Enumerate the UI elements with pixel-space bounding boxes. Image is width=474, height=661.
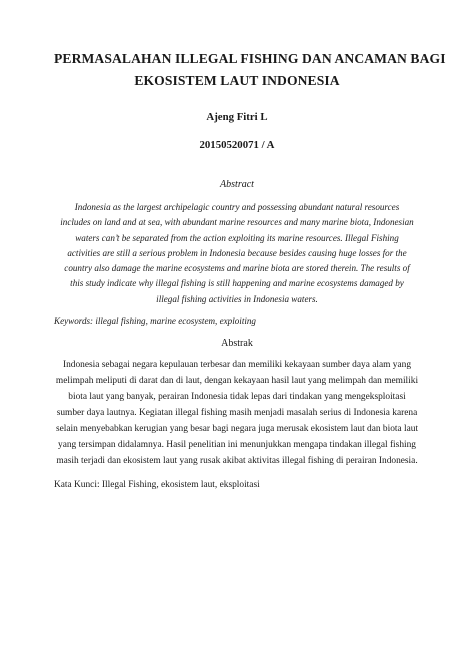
abstract-indonesian [54,357,420,469]
keywords-english: Keywords: illegal fishing, marine ecosystem, exploiting [54,316,256,327]
abstrak-line: masih terjadi dan ekosistem laut yang rusak akibat aktivitas illegal fishing di perairan Indonesia. [56,456,418,467]
paper-title-line-1: PERMASALAHAN ILLEGAL FISHING DAN ANCAMAN BAGI [54,51,446,66]
abstract-line: activities are still a serious problem in Indonesia because besides causing huge losses for the [67,247,407,258]
author-name: Ajeng Fitri L [206,111,268,123]
abstrak-line: sumber daya lautnya. Kegiatan illegal fishing masih menjadi masalah serius di Indonesia karena [56,408,418,419]
abstrak-line: Indonesia sebagai negara kepulauan terbesar dan memiliki kekayaan sumber daya alam yang [62,360,412,371]
abstract-line: this study indicate why illegal fishing is still happening and marine ecosystems damaged by [70,278,404,289]
abstrak-line: biota laut yang banyak, perairan Indonesia tidak lepas dari tindakan yang mengeksploitasi [68,392,406,403]
abstract-line: Indonesia as the largest archipelagic country and possessing abundant natural resources [74,202,400,212]
abstrak-heading: Abstrak [221,338,253,350]
student-id: 20150520071 / A [199,139,275,151]
abstrak-line: selain menyebabkan kerugian yang besar bagi negara juga merusak ekosistem laut dan biota laut [55,424,419,435]
paper-title [54,48,446,92]
paper-title-line-2: EKOSISTEM LAUT INDONESIA [134,73,340,88]
abstrak-line: yang tersimpan didalamnya. Hasil penelitian ini menunjukkan mengapa tindakan illegal fishing [58,440,416,451]
abstract-line: illegal fishing activities in Indonesia waters. [156,293,318,304]
paper-page [0,48,474,661]
keywords-indonesian: Kata Kunci: Illegal Fishing, ekosistem laut, eksploitasi [54,480,260,491]
abstract-line: waters can’t be separated from the action exploiting its marine resources. Illegal Fishing [75,232,399,243]
abstract-line: includes on land and at sea, with abundant marine resources and many marine biota, Indonesian [60,217,414,228]
abstrak-line: melimpah meliputi di darat dan di laut, dengan kekayaan hasil laut yang melimpah dan memiliki [55,376,419,387]
abstract-heading: Abstract [220,179,254,190]
abstract-english [54,200,420,307]
abstract-line: country also damage the marine ecosystems and marine biota are stored therein. The results of [64,263,410,274]
